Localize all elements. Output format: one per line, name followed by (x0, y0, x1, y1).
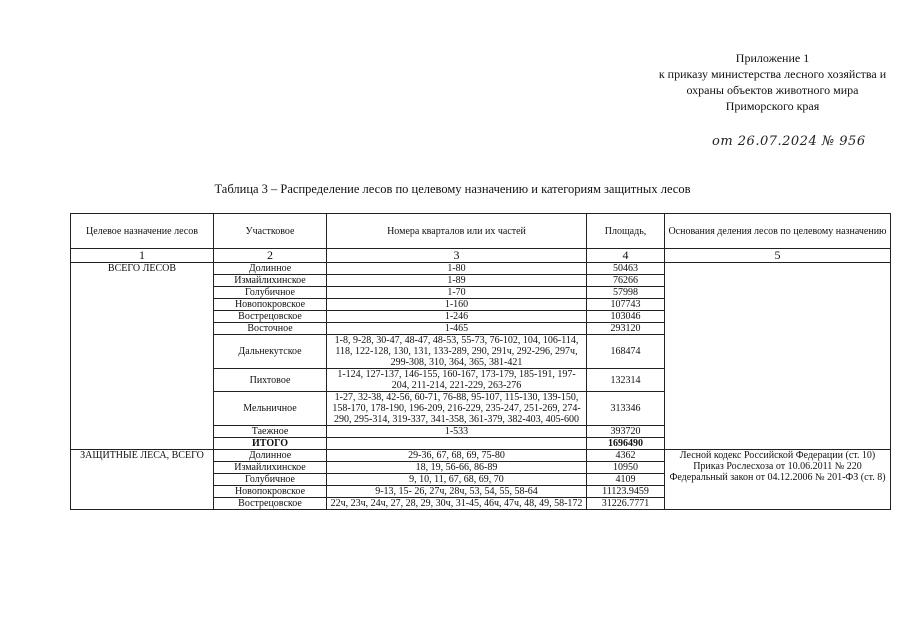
quarters-cell: 29-36, 67, 68, 69, 75-80 (327, 450, 587, 462)
col-number-3: 3 (327, 249, 587, 263)
district-cell: ИТОГО (214, 438, 327, 450)
area-cell: 107743 (587, 299, 665, 311)
area-cell: 11123.9459 (587, 486, 665, 498)
quarters-cell: 1-124, 127-137, 146-155, 160-167, 173-179, 185-191, 197-204, 211-214, 221-229, 263-276 (327, 369, 587, 392)
district-cell: Новопокровское (214, 299, 327, 311)
col-number-4: 4 (587, 249, 665, 263)
area-cell: 4362 (587, 450, 665, 462)
area-cell: 393720 (587, 426, 665, 438)
area-cell: 168474 (587, 335, 665, 369)
col-number-1: 1 (71, 249, 214, 263)
district-cell: Долинное (214, 450, 327, 462)
table-body (71, 214, 891, 510)
basis-cell (665, 263, 891, 450)
area-cell: 57998 (587, 287, 665, 299)
area-cell: 103046 (587, 311, 665, 323)
appendix-line-4: Приморского края (725, 99, 820, 113)
table-row (71, 263, 891, 275)
area-cell: 50463 (587, 263, 665, 275)
area-cell: 4109 (587, 474, 665, 486)
col-header-basis: Основания деления лесов по целевому назначению (665, 214, 891, 249)
quarters-cell: 22ч, 23ч, 24ч, 27, 28, 29, 30ч, 31-45, 46ч, 47ч, 48, 49, 58-172 (327, 498, 587, 510)
district-cell: Новопокровское (214, 486, 327, 498)
column-number-row (71, 249, 891, 263)
district-cell: Пихтовое (214, 369, 327, 392)
quarters-cell: 9-13, 15- 26, 27ч, 28ч, 53, 54, 55, 58-64 (327, 486, 587, 498)
district-cell: Таежное (214, 426, 327, 438)
district-cell: Долинное (214, 263, 327, 275)
appendix-line-1: Приложение 1 (735, 51, 810, 65)
quarters-cell (327, 438, 587, 450)
quarters-cell: 1-89 (327, 275, 587, 287)
area-cell: 1696490 (587, 438, 665, 450)
table-title: Таблица 3 – Распределение лесов по целевому назначению и категориям защитных лесов (214, 182, 691, 196)
area-cell: 293120 (587, 323, 665, 335)
appendix-header (645, 50, 900, 114)
district-cell: Дальнекутское (214, 335, 327, 369)
quarters-cell: 1-27, 32-38, 42-56, 60-71, 76-88, 95-107, 115-130, 139-150, 158-170, 178-190, 196-209, 216-229, 235-247, 251-269, 274-290, 295-314, 319-337, 341-358, 361-379, 382-403, 405-600 (327, 392, 587, 426)
quarters-cell: 1-465 (327, 323, 587, 335)
col-header-quarters: Номера кварталов или их частей (327, 214, 587, 249)
quarters-cell: 1-70 (327, 287, 587, 299)
area-cell: 76266 (587, 275, 665, 287)
col-number-5: 5 (665, 249, 891, 263)
district-cell: Вострецовское (214, 311, 327, 323)
quarters-cell: 9, 10, 11, 67, 68, 69, 70 (327, 474, 587, 486)
header-row (71, 214, 891, 249)
area-cell: 10950 (587, 462, 665, 474)
appendix-line-3: охраны объектов животного мира (686, 83, 859, 97)
area-cell: 313346 (587, 392, 665, 426)
district-cell: Измайлихинское (214, 462, 327, 474)
appendix-line-2: к приказу министерства лесного хозяйства и (658, 67, 887, 81)
purpose-cell: ВСЕГО ЛЕСОВ (71, 263, 214, 450)
col-number-2: 2 (214, 249, 327, 263)
quarters-cell: 1-246 (327, 311, 587, 323)
quarters-cell: 1-533 (327, 426, 587, 438)
quarters-cell: 18, 19, 56-66, 86-89 (327, 462, 587, 474)
handwritten-date-signature: от 26.07.2024 № 956 (712, 134, 866, 149)
district-cell: Измайлихинское (214, 275, 327, 287)
quarters-cell: 1-80 (327, 263, 587, 275)
area-cell: 31226.7771 (587, 498, 665, 510)
district-cell: Вострецовское (214, 498, 327, 510)
basis-cell: Лесной кодекс Российской Федерации (ст. 10) Приказ Рослесхоза от 10.06.2011 № 220 Федеральный закон от 04.12.2006 № 201-ФЗ (ст. 8) (665, 450, 891, 510)
col-header-purpose: Целевое назначение лесов (71, 214, 214, 249)
area-cell: 132314 (587, 369, 665, 392)
purpose-cell: ЗАЩИТНЫЕ ЛЕСА, ВСЕГО (71, 450, 214, 510)
district-cell: Восточное (214, 323, 327, 335)
table-row (71, 450, 891, 462)
col-header-district: Участковое (214, 214, 327, 249)
forest-distribution-table (70, 213, 891, 510)
quarters-cell: 1-8, 9-28, 30-47, 48-47, 48-53, 55-73, 76-102, 104, 106-114, 118, 122-128, 130, 131, 133-289, 290, 291ч, 292-296, 297ч, 299-308, 310, 364, 365, 381-421 (327, 335, 587, 369)
district-cell: Мельничное (214, 392, 327, 426)
quarters-cell: 1-160 (327, 299, 587, 311)
col-header-area: Площадь, (587, 214, 665, 249)
district-cell: Голубичное (214, 474, 327, 486)
district-cell: Голубичное (214, 287, 327, 299)
